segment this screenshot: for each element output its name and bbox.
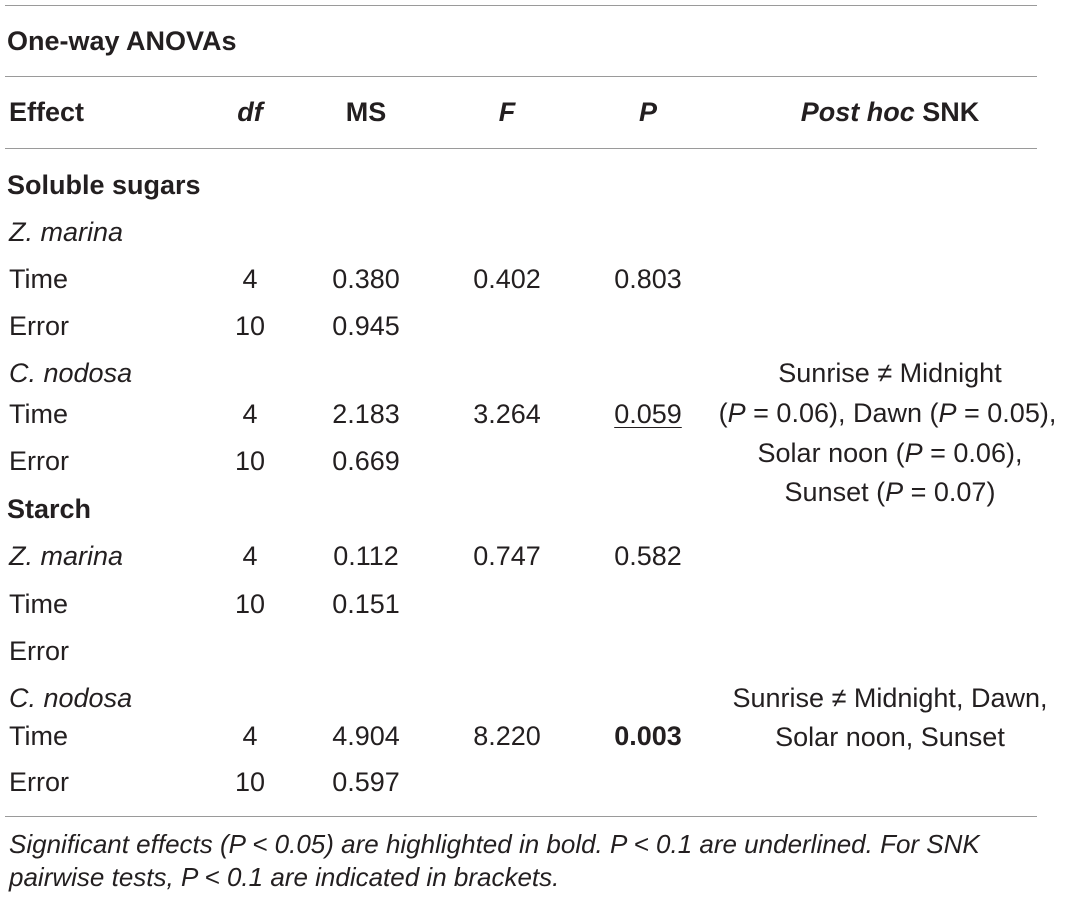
top-rule	[5, 5, 1037, 6]
row-effect: Error	[9, 446, 69, 476]
section-starch: Starch	[7, 494, 92, 524]
posthoc-line: Sunrise ≠ Midnight	[778, 358, 1002, 388]
posthoc-text: Solar noon (	[757, 438, 905, 468]
header-f: F	[498, 97, 516, 127]
row-ms: 0.945	[332, 311, 400, 341]
row-f: 3.264	[473, 399, 541, 429]
row-p: 0.803	[614, 264, 682, 294]
row-effect: Error	[9, 311, 69, 341]
bottom-rule	[5, 816, 1037, 817]
row-df: 10	[234, 589, 266, 619]
header-df: df	[237, 97, 263, 127]
row-effect: Time	[9, 264, 68, 294]
row-effect: Time	[9, 399, 68, 429]
posthoc-text: = 0.06),	[922, 438, 1023, 468]
row-df: 10	[234, 446, 266, 476]
header-p: P	[638, 97, 657, 127]
p-value-underlined: 0.059	[614, 399, 682, 429]
row-df: 10	[234, 767, 266, 797]
row-p-underlined	[598, 398, 698, 430]
posthoc-p: P	[885, 477, 904, 507]
posthoc-line	[715, 437, 1065, 469]
row-p-bold: 0.003	[614, 721, 682, 751]
row-f: 0.747	[473, 541, 541, 571]
posthoc-text: Sunset (	[784, 477, 886, 507]
row-df: 4	[242, 399, 258, 429]
row-effect: Error	[9, 636, 69, 666]
species-c-nodosa: C. nodosa	[9, 683, 133, 713]
header-posthoc-italic: Post hoc	[800, 97, 915, 127]
row-df: 4	[242, 541, 258, 571]
posthoc-text: = 0.05),	[956, 398, 1057, 428]
row-ms: 0.151	[332, 589, 400, 619]
row-ms: 0.597	[332, 767, 400, 797]
header-ms: MS	[345, 97, 387, 127]
posthoc-line	[708, 397, 1067, 429]
row-ms: 0.669	[332, 446, 400, 476]
posthoc-text: (	[718, 398, 728, 428]
posthoc-line: Solar noon, Sunset	[775, 722, 1005, 752]
posthoc-line: Sunrise ≠ Midnight, Dawn,	[732, 683, 1048, 713]
row-p: 0.582	[614, 541, 682, 571]
posthoc-p: P	[938, 398, 957, 428]
species-z-marina: Z. marina	[9, 217, 124, 247]
row-df: 4	[242, 721, 258, 751]
row-effect: Time	[9, 721, 68, 751]
posthoc-text: = 0.07)	[903, 477, 996, 507]
row-f: 8.220	[473, 721, 541, 751]
species-z-marina: Z. marina	[9, 541, 124, 571]
row-effect: Error	[9, 767, 69, 797]
table-title: One-way ANOVAs	[7, 26, 237, 56]
header-rule	[5, 148, 1037, 149]
row-df: 4	[242, 264, 258, 294]
row-ms: 0.112	[333, 541, 399, 571]
section-soluble-sugars: Soluble sugars	[7, 170, 201, 200]
row-f: 0.402	[473, 264, 541, 294]
posthoc-text: = 0.06), Dawn (	[745, 398, 939, 428]
posthoc-p: P	[904, 438, 923, 468]
species-c-nodosa: C. nodosa	[9, 358, 133, 388]
row-ms: 2.183	[332, 399, 400, 429]
header-posthoc	[740, 96, 1040, 128]
header-posthoc-rest: SNK	[922, 97, 980, 127]
row-ms: 4.904	[332, 721, 400, 751]
header-effect: Effect	[9, 97, 85, 127]
posthoc-p: P	[727, 398, 746, 428]
row-ms: 0.380	[332, 264, 400, 294]
table-footnote: Significant effects (P < 0.05) are highlighted in bold. P < 0.1 are underlined. For SNK pairwise tests, P < 0.1 are indicated in brackets.	[9, 829, 980, 892]
row-df: 10	[234, 311, 266, 341]
posthoc-line	[715, 476, 1065, 508]
row-effect: Time	[9, 589, 68, 619]
title-rule	[5, 76, 1037, 77]
